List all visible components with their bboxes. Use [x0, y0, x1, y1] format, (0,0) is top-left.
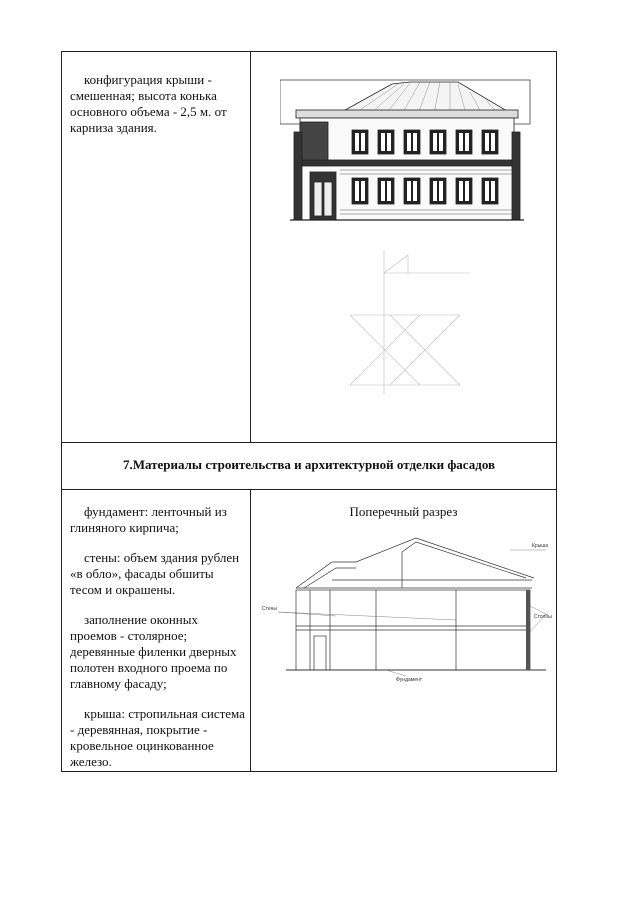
roof-label: Крыша: [532, 543, 549, 549]
facade-drawing: [280, 72, 540, 232]
roof-paragraph: крыша: стропильная система - деревянная, покрытие - кровельное оцинкованное железо.: [70, 706, 245, 769]
foundation-label: Фундамент: [396, 677, 423, 682]
column-divider-bottom: [250, 489, 251, 772]
foundation-paragraph: фундамент: ленточный из глиняного кирпича;: [70, 504, 227, 535]
roof-configuration-paragraph: конфигурация крыши - смешенная; высота конька основного объема - 2,5 м. от карниза здания.: [70, 72, 227, 135]
row-divider-heading: [62, 489, 556, 490]
column-divider-top: [250, 52, 251, 442]
section-heading: 7.Материалы строительства и архитектурной отделки фасадов: [122, 457, 496, 472]
roof-plan-drawing: [330, 245, 510, 415]
materials-text: [70, 504, 246, 784]
walls-paragraph: стены: объем здания рублен «в обло», фасады обшиты тесом и окрашены.: [70, 550, 240, 597]
pillars-label: Столбы: [534, 614, 552, 620]
roof-configuration-text: [70, 72, 246, 150]
cross-section-drawing: [256, 532, 556, 682]
walls-label: Стены: [262, 606, 277, 612]
cross-section-caption: Поперечный разрез: [349, 504, 458, 519]
row-divider-top: [62, 442, 556, 443]
windows-paragraph: заполнение оконных проемов - столярное; деревянные филенки дверных полотен входного проема по главному фасаду;: [70, 612, 237, 691]
